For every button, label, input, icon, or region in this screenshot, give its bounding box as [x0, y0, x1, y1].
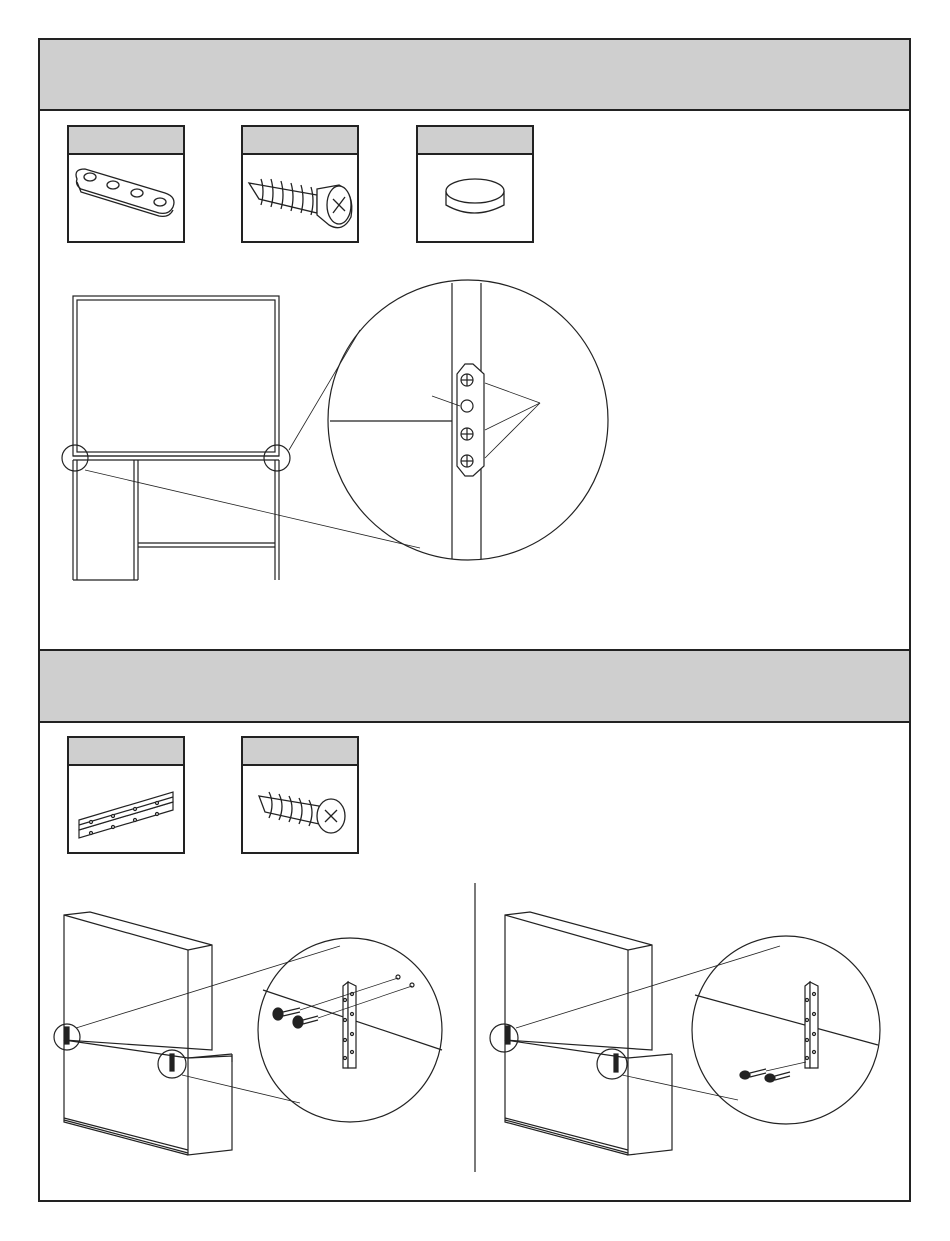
detail-callout-left: [490, 1024, 518, 1052]
hinge-rail: [805, 982, 818, 1068]
detail-callout-right: [597, 1049, 627, 1079]
hinge-rail: [343, 982, 356, 1068]
hutch-left: [64, 912, 232, 1155]
screw-icon: [273, 1008, 318, 1028]
hutch-right: [505, 912, 672, 1155]
screw-icon: [740, 1069, 790, 1082]
